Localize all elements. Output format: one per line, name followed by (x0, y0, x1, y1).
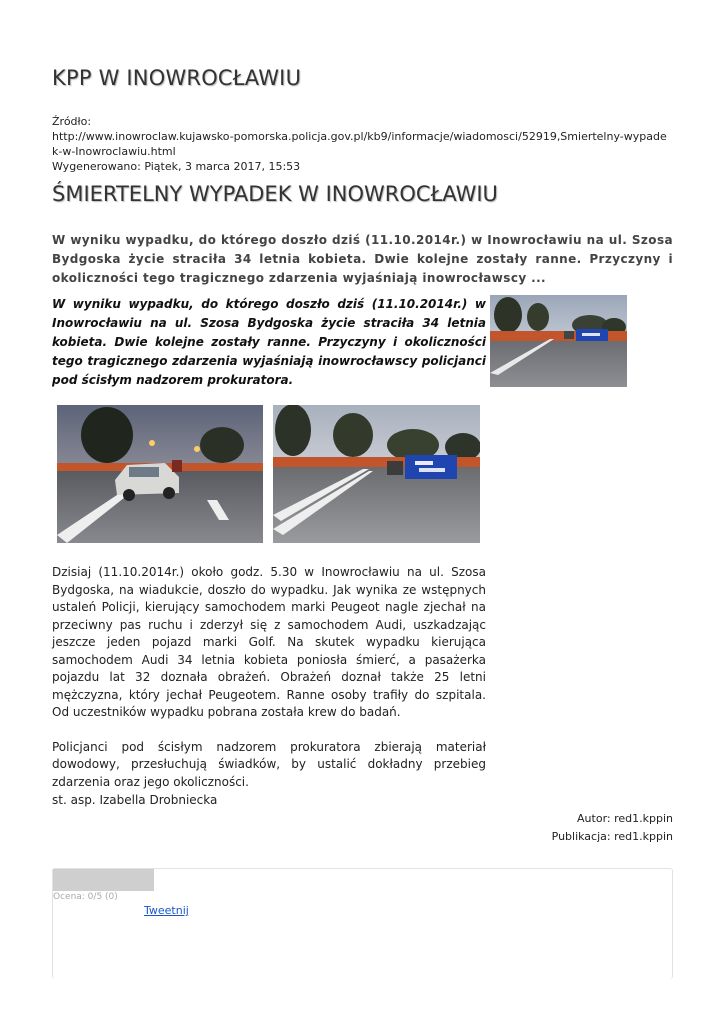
accident-photo-1-image (490, 295, 627, 387)
publication-publisher: Publikacja: red1.kppin (551, 830, 673, 843)
article-title: ŚMIERTELNY WYPADEK W INOWROCŁAWIU (52, 182, 498, 206)
rating-label: Ocena: 0/5 (0) (53, 892, 118, 902)
accident-photo-2[interactable] (57, 405, 263, 543)
article-paragraph-1: Dzisiaj (11.10.2014r.) około godz. 5.30 w Inowrocławiu na ul. Szosa Bydgoska, na wiadukcie, doszło do wypadku. Jak wynika ze wstępnych ustaleń Policji, kierujący samochodem marki Peugeot nagle zjechał na przeciwny pas ruchu i zderzył się z samochodem Audi, uszkadzając jeszcze jeden pojazd marki Golf. Na skutek wypadku kierująca samochodem Audi 34 letnia kobieta poniosła śmierć, a pasażerka pojazdu lat 32 doznała obrażeń. Obrażeń doznał także 25 letni mężczyzna, który jechał Peugeotem. Ranne osoby trafiły do szpitala. Od uczestników wypadku pobrana została krew do badań. (52, 565, 486, 719)
publication-author: Autor: red1.kppin (577, 812, 673, 825)
source-url: http://www.inowroclaw.kujawsko-pomorska.policja.gov.pl/kb9/informacje/wiadomosci/52919,Smiertelny-wypadek-w-Inowroclawiu.html (52, 130, 667, 158)
tweet-link[interactable]: Tweetnij (144, 904, 189, 917)
source-label: Źródło: (52, 115, 92, 128)
accident-photo-3-image (273, 405, 480, 543)
article-body (52, 564, 486, 808)
generated-date: Wygenerowano: Piątek, 3 marca 2017, 15:53 (52, 160, 301, 173)
accident-photo-1[interactable] (490, 295, 627, 387)
source-meta (52, 114, 673, 174)
accident-photo-2-image (57, 405, 263, 543)
rating-box (52, 868, 673, 979)
article-intro: W wyniku wypadku, do którego doszło dziś (11.10.2014r.) w Inowrocławiu na ul. Szosa Bydgoska życie straciła 34 letnia kobieta. Dwie kolejne zostały ranne. Przyczyny i okoliczności tego tragicznego zdarzenia wyjaśniają inowrocławscy policjanci pod ścisłym nadzorem prokuratora. (52, 297, 486, 387)
article-paragraph-2: Policjanci pod ścisłym nadzorem prokuratora zbierają materiał dowodowy, przesłuchują świadków, by ustalić dokładny przebieg zdarzenia oraz jego okoliczności. (52, 739, 486, 789)
article-author: st. asp. Izabella Drobniecka (52, 793, 218, 807)
site-title: KPP W INOWROCŁAWIU (52, 66, 302, 90)
accident-photo-3[interactable] (273, 405, 480, 543)
article-lead: W wyniku wypadku, do którego doszło dziś (11.10.2014r.) w Inowrocławiu na ul. Szosa Bydgoska życie straciła 34 letnia kobieta. Dwie kolejne zostały ranne. Przyczyny i okoliczności tego tragicznego zdarzenia wyjaśniają inowrocławscy ... (52, 233, 673, 285)
rating-stars-bar[interactable] (53, 869, 154, 891)
